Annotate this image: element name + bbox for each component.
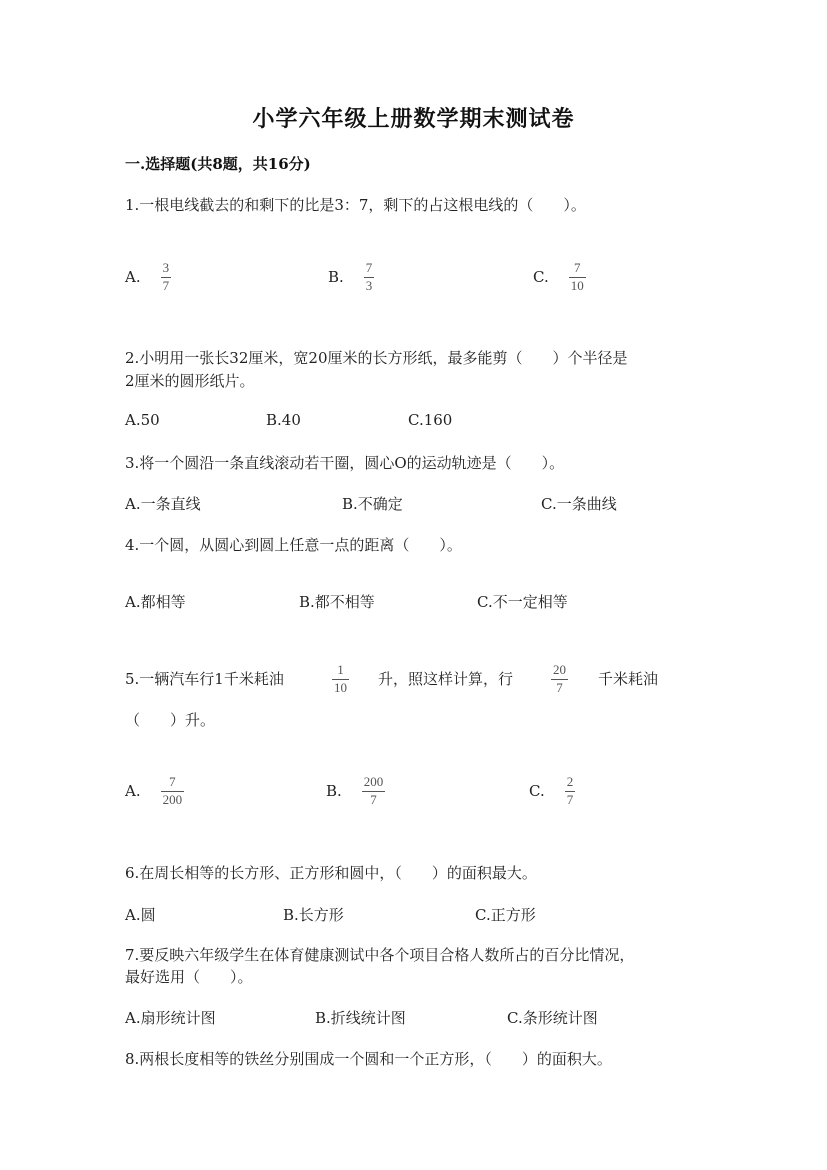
fraction-denominator: 200: [162, 792, 183, 807]
fraction-denominator: 10: [570, 278, 584, 293]
question-5-option-c[interactable]: [529, 775, 575, 807]
fraction-numerator: 200: [363, 774, 384, 789]
question-8-text: 8.两根长度相等的铁丝分别围成一个圆和一个正方形，（ ）的面积大。: [125, 1050, 612, 1068]
option-label: C.: [529, 782, 545, 800]
question-4-option-a[interactable]: A.都相等: [125, 593, 186, 611]
option-label: B.: [326, 782, 342, 800]
question-6-text: 6.在周长相等的长方形、正方形和圆中，（ ）的面积最大。: [125, 864, 537, 882]
question-4-text: 4.一个圆，从圆心到圆上任意一点的距离（ ）。: [125, 536, 462, 554]
fraction: [569, 261, 586, 293]
section-heading: 一.选择题(共8题，共16分): [125, 155, 311, 173]
question-1-option-b[interactable]: [328, 261, 374, 293]
question-3-option-b[interactable]: B.不确定: [342, 495, 403, 513]
question-3-option-c[interactable]: C.一条曲线: [541, 495, 617, 513]
question-2-option-a[interactable]: A.50: [125, 411, 160, 429]
fraction: [161, 261, 172, 293]
fraction-numerator: 20: [553, 662, 566, 677]
question-3-text: 3.将一个圆沿一条直线滚动若干圈，圆心O的运动轨迹是（ ）。: [125, 454, 565, 472]
option-label: A.: [125, 782, 141, 800]
fraction-denominator: 7: [162, 278, 170, 293]
question-5-line-2: （ ）升。: [125, 711, 216, 729]
question-7-line-1: 7.要反映六年级学生在体育健康测试中各个项目合格人数所占的百分比情况，: [125, 946, 635, 964]
option-label: A.: [125, 268, 141, 286]
question-5-text-part-1: 5.一辆汽车行1千米耗油: [125, 670, 284, 688]
question-6-option-a[interactable]: A.圆: [125, 906, 156, 924]
question-2-option-c[interactable]: C.160: [408, 411, 453, 429]
question-6-option-b[interactable]: B.长方形: [283, 906, 344, 924]
fraction-numerator: 1: [337, 662, 344, 677]
question-5-fraction-2: [551, 663, 568, 695]
option-label: C.: [533, 268, 549, 286]
question-2-line-1: 2.小明用一张长32厘米，宽20厘米的长方形纸，最多能剪（ ）个半径是: [125, 349, 628, 367]
question-1-text: 1.一根电线截去的和剩下的比是3：7，剩下的占这根电线的（ ）。: [125, 196, 586, 214]
question-5-option-b[interactable]: [326, 775, 385, 807]
fraction-denominator: 10: [334, 680, 347, 695]
fraction-numerator: 7: [573, 260, 581, 275]
option-label: B.: [328, 268, 344, 286]
question-2-line-2: 2厘米的圆形纸片。: [125, 372, 255, 390]
question-4-option-b[interactable]: B.都不相等: [299, 593, 375, 611]
fraction: [364, 261, 375, 293]
fraction-denominator: 7: [566, 792, 574, 807]
question-1-option-c[interactable]: [533, 261, 586, 293]
fraction: [161, 775, 185, 807]
question-5-text-part-3: 千米耗油: [598, 670, 659, 688]
fraction-denominator: 3: [365, 278, 373, 293]
question-7-option-a[interactable]: A.扇形统计图: [125, 1009, 216, 1027]
fraction-numerator: 3: [162, 260, 170, 275]
question-7-option-b[interactable]: B.折线统计图: [315, 1009, 406, 1027]
question-5-text-part-2: 升，照这样计算，行: [378, 670, 514, 688]
page-title: 小学六年级上册数学期末测试卷: [252, 106, 575, 132]
fraction: [565, 775, 576, 807]
question-1-option-a[interactable]: [125, 261, 171, 293]
question-7-line-2: 最好选用（ ）。: [125, 968, 253, 986]
question-4-option-c[interactable]: C.不一定相等: [477, 593, 568, 611]
question-3-option-a[interactable]: A.一条直线: [125, 495, 201, 513]
question-5-option-a[interactable]: [125, 775, 184, 807]
fraction-denominator: 7: [370, 792, 377, 807]
fraction-numerator: 2: [566, 774, 574, 789]
question-2-option-b[interactable]: B.40: [266, 411, 301, 429]
question-6-option-c[interactable]: C.正方形: [475, 906, 536, 924]
fraction-denominator: 7: [556, 680, 563, 695]
question-7-option-c[interactable]: C.条形统计图: [507, 1009, 598, 1027]
question-5-fraction-1: [332, 663, 349, 695]
fraction-numerator: 7: [365, 260, 373, 275]
fraction-numerator: 7: [169, 774, 176, 789]
fraction: [362, 775, 386, 807]
